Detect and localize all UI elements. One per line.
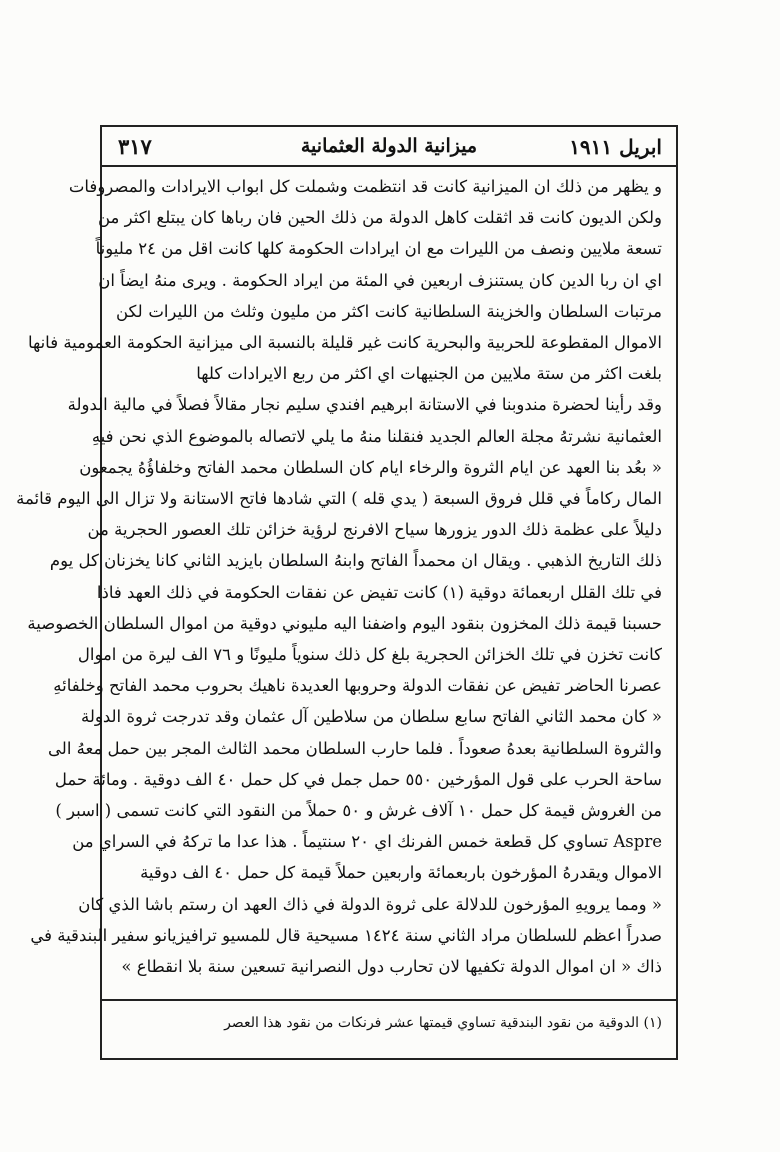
text-line: تسعة ملايين ونصف من الليرات مع ان ايرادات الحكومة كلها كانت اقل من ٢٤ مليوناً bbox=[95, 239, 662, 259]
text-line: من الغروش قيمة كل حمل ١٠ آلاف غرش و ٥٠ حملاً من النقود التي كانت تسمى ( اسبر ) bbox=[55, 801, 662, 821]
text-line: « بعُد بنا العهد عن ايام الثروة والرخاء ايام كان السلطان محمد الفاتح وخلفاؤُهُ يجمعون bbox=[79, 457, 662, 477]
text-line: الاموال ويقدرهُ المؤرخون باربعمائة واربعين حملاً قيمة كل حمل ٤٠ الف دوقية bbox=[140, 863, 662, 883]
article-body bbox=[16, 171, 662, 982]
text-line: ذاك « ان اموال الدولة تكفيها لان تحارب دول النصرانية تسعين سنة بلا انقطاع » bbox=[121, 957, 662, 977]
text-line: دليلاً على عظمة ذلك الدور يزورها سياح الافرنج لرؤية خزائن تلك العصور الحجرية من bbox=[87, 520, 662, 540]
text-line: صدراً اعظم للسلطان مراد الثاني سنة ١٤٢٤ مسيحية قال للمسيو ترافيزيانو سفير البندقية في bbox=[30, 925, 662, 945]
text-line: مرتبات السلطان والخزينة السلطانية كانت اكثر من مليون وثلث من الليرات لكن bbox=[116, 301, 662, 321]
text-line: ساحة الحرب على قول المؤرخين ٥٥٠ حمل جمل في كل حمل ٤٠ الف دوقية . ومائة حمل bbox=[54, 769, 662, 789]
text-line: وقد رأينا لحضرة مندوبنا في الاستانة ابرهيم افندي سليم نجار مقالاً فصلاً في مالية الدولة bbox=[67, 395, 662, 415]
text-line: « كان محمد الثاني الفاتح سابع سلطان من سلاطين آل عثمان وقد تدرجت ثروة الدولة bbox=[81, 707, 662, 727]
text-line: « ومما يرويهِ المؤرخون للدلالة على ثروة الدولة في ذاك العهد ان رستم باشا الذي كان bbox=[78, 894, 662, 914]
page-frame bbox=[16, 125, 678, 1060]
header-date: ابريل ١٩١١ bbox=[569, 135, 662, 159]
text-line: المال ركاماً في قلل فروق السبعة ( يدي قله ) التي شادها فاتح الاستانة ولا تزال الى اليوم قائمة bbox=[16, 489, 662, 509]
text-line: ذلك التاريخ الذهبي . ويقال ان محمداً الفاتح وابنهُ السلطان بايزيد الثاني كانا يخزنان كل يوم bbox=[49, 551, 662, 571]
text-line: اي ان ربا الدين كان يستنزف اربعين في المئة من ايراد الحكومة . ويرى منهُ ايضاً ان bbox=[98, 270, 662, 290]
text-line: Aspre تساوي كل قطعة خمس الفرنك اي ٢٠ سنتيماً . هذا عدا ما تركهُ في السراي من bbox=[72, 832, 662, 852]
running-header bbox=[102, 127, 676, 167]
text-line: بلغت اكثر من ستة ملايين من الجنيهات اي اكثر من ربع الايرادات كلها bbox=[196, 364, 662, 384]
text-line: حسبنا قيمة ذلك المخزون بنقود اليوم واضفنا اليه مليوني دوقية من اموال السلطان الخصوصية bbox=[27, 613, 662, 633]
text-line: كانت تخزن في تلك الخزائن الحجرية بلغ كل ذلك سنوياً مليونًا و ٧٦ الف ليرة من اموال bbox=[77, 645, 662, 665]
text-line: الاموال المقطوعة للحربية والبحرية كانت غير قليلة بالنسبة الى ميزانية الحكومة العمومية فانها bbox=[27, 333, 662, 353]
page-number: ٣١٧ bbox=[118, 134, 152, 159]
footnote: (١) الدوقية من نقود البندقية تساوي قيمتها عشر فرنكات من نقود هذا العصر bbox=[224, 1015, 662, 1031]
header-title: ميزانية الدولة العثمانية bbox=[300, 135, 478, 157]
footnote-separator bbox=[102, 999, 676, 1001]
text-line: في تلك القلل اربعمائة دوقية (١) كانت تفيض عن نفقات الحكومة في ذلك العهد فاذا bbox=[96, 582, 662, 602]
text-line: عصرنا الحاضر تفيض عن نفقات الدولة وحروبها العديدة ناهيك بحروب محمد الفاتح وخلفائهِ bbox=[53, 676, 662, 696]
text-line: العثمانية نشرتهُ مجلة العالم الجديد فنقلنا منهُ ما يلي لاتصاله بالموضوع الذي نحن فيهِ bbox=[91, 426, 662, 446]
text-line: ولكن الديون كانت قد اثقلت كاهل الدولة من ذلك الحين فان رباها كان يبتلع اكثر من bbox=[98, 208, 662, 228]
text-line: و يظهر من ذلك ان الميزانية كانت قد انتظمت وشملت كل ابواب الايرادات والمصروفات bbox=[68, 177, 662, 196]
text-line: والثروة السلطانية بعدهُ صعوداً . فلما حارب السلطان محمد الثالث المجر بين حمل معهُ الى bbox=[48, 738, 662, 758]
